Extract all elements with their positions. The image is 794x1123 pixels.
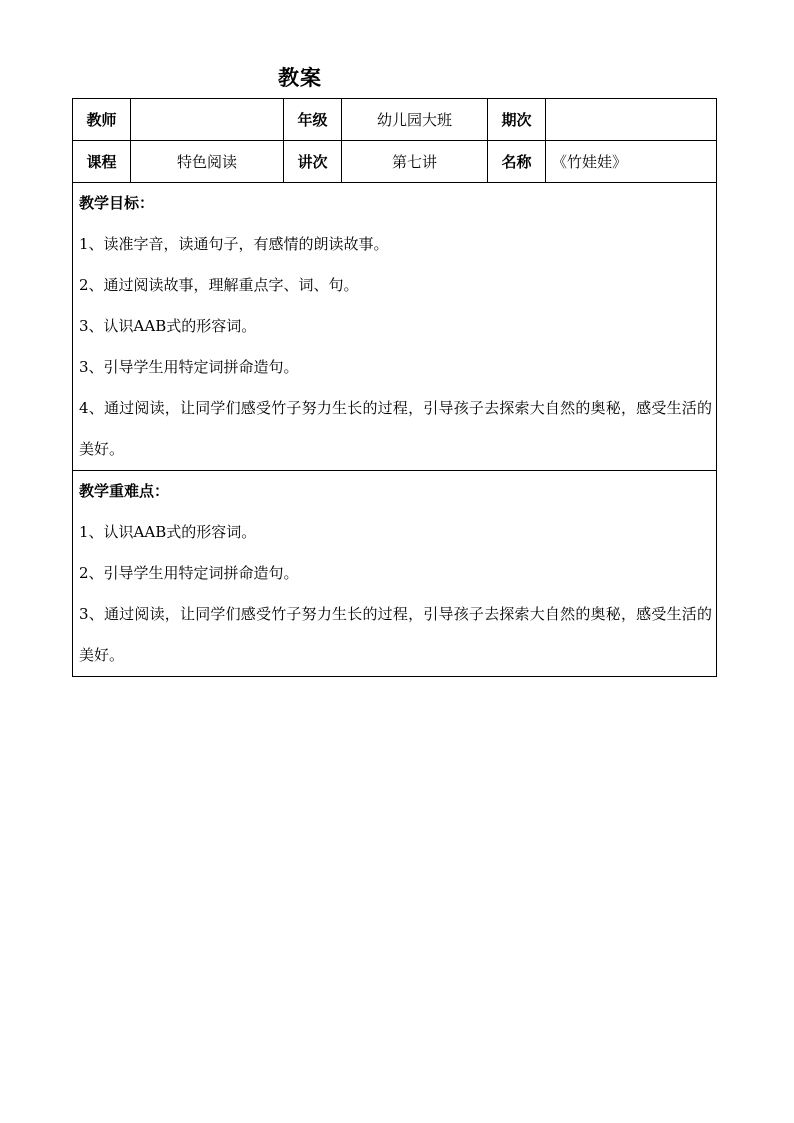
name-value: 《竹娃娃》 [546,141,717,183]
objectives-section [73,183,717,471]
objectives-heading: 教学目标： [79,194,155,212]
key-points-row [73,471,717,677]
lesson-value: 第七讲 [342,141,488,183]
key-point-item: 1、认识AAB式的形容词。 [79,523,257,541]
objective-item: 3、引导学生用特定词拼命造句。 [79,358,299,376]
document-title: 教案 [278,66,322,90]
lesson-label: 讲次 [284,141,342,183]
name-label: 名称 [488,141,546,183]
term-value [546,99,717,141]
teacher-label: 教师 [73,99,131,141]
objective-item: 4、通过阅读，让同学们感受竹子努力生长的过程，引导孩子去探索大自然的奥秘，感受生活的美好。 [79,399,712,458]
course-value: 特色阅读 [131,141,284,183]
key-points-heading: 教学重难点： [79,482,170,500]
lesson-plan-table [72,98,717,677]
term-label: 期次 [488,99,546,141]
grade-label: 年级 [284,99,342,141]
objective-item: 3、认识AAB式的形容词。 [79,317,257,335]
course-label: 课程 [73,141,131,183]
header-row-2 [73,141,717,183]
key-point-item: 3、通过阅读，让同学们感受竹子努力生长的过程，引导孩子去探索大自然的奥秘，感受生活的美好。 [79,605,712,664]
objective-item: 1、读准字音，读通句子，有感情的朗读故事。 [79,235,389,253]
objective-item: 2、通过阅读故事，理解重点字、词、句。 [79,276,359,294]
header-row-1 [73,99,717,141]
grade-value: 幼儿园大班 [342,99,488,141]
key-points-section [73,471,717,677]
teacher-value [131,99,284,141]
key-point-item: 2、引导学生用特定词拼命造句。 [79,564,299,582]
objectives-row [73,183,717,471]
